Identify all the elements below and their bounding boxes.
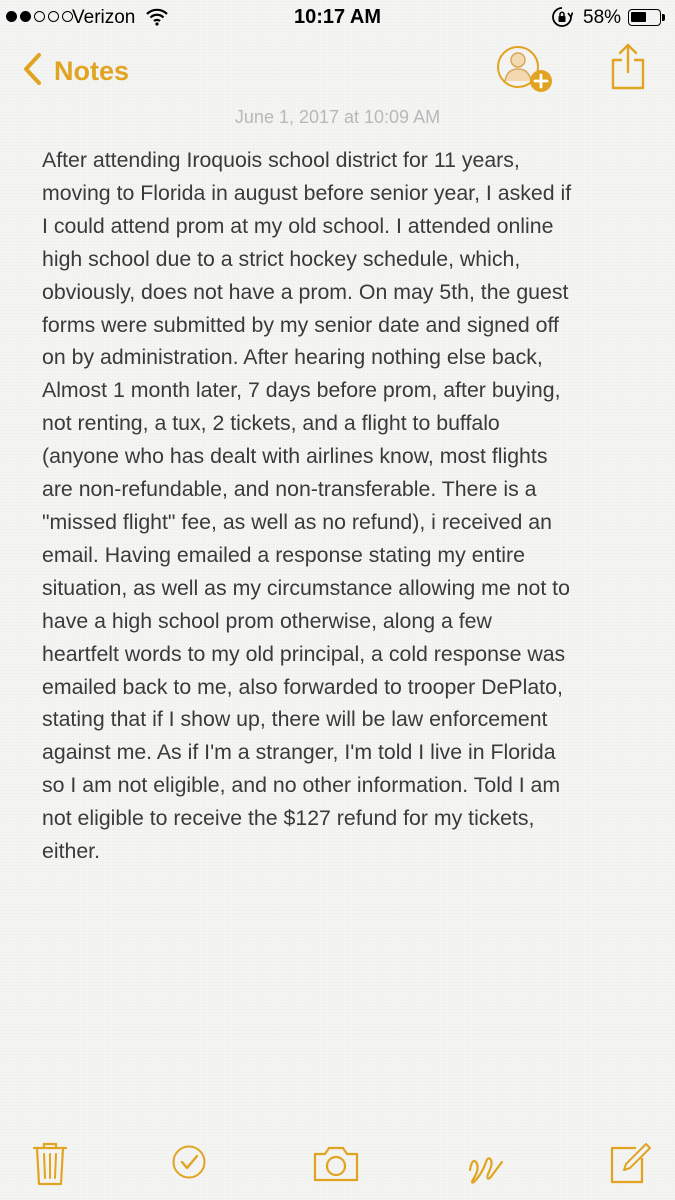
battery-percentage: 58% <box>583 7 622 28</box>
note-line: not renting, a tux, 2 tickets, and a flight to buffalo <box>42 411 500 436</box>
camera-icon <box>312 1173 360 1190</box>
compose-button[interactable] <box>608 1140 652 1191</box>
share-button[interactable] <box>608 42 648 92</box>
battery-icon <box>628 9 661 26</box>
note-line: emailed back to me, also forwarded to trooper DePlato, <box>42 674 563 699</box>
chevron-left-icon <box>22 52 42 91</box>
note-line: "missed flight" fee, as well as no refund), i received an <box>42 509 552 534</box>
note-line: so I am not eligible, and no other information. Told I am <box>42 773 561 798</box>
add-person-button[interactable] <box>496 43 558 93</box>
note-line: situation, as well as my circumstance allowing me not to <box>42 575 570 600</box>
note-line: are non-refundable, and non-transferable. There is a <box>42 477 537 502</box>
checklist-icon <box>171 1173 207 1190</box>
note-line: moving to Florida in august before senior year, I asked if <box>42 180 572 205</box>
note-line: against me. As if I'm a stranger, I'm told I live in Florida <box>42 740 556 765</box>
note-line: I could attend prom at my old school. I attended online <box>42 213 554 238</box>
note-line: forms were submitted by my senior date and signed off <box>42 312 559 337</box>
sketch-button[interactable] <box>466 1140 506 1191</box>
note-line: on by administration. After hearing nothing else back, <box>42 345 543 370</box>
note-line: After attending Iroquois school district for 11 years, <box>42 148 520 172</box>
battery-nub <box>662 14 665 21</box>
note-line: obviously, does not have a prom. On may 5th, the guest <box>42 279 569 304</box>
carrier-name: Verizon <box>72 7 136 28</box>
checklist-button[interactable] <box>171 1140 207 1191</box>
back-label: Notes <box>54 56 130 86</box>
note-line: high school due to a strict hockey schedule, which, <box>42 246 521 271</box>
share-icon <box>608 79 648 96</box>
add-person-icon <box>496 80 558 97</box>
note-line: not eligible to receive the $127 refund for my tickets, <box>42 806 535 831</box>
back-to-notes-button[interactable] <box>22 52 129 91</box>
note-line: email. Having emailed a response stating my entire <box>42 542 525 567</box>
note-line: heartfelt words to my old principal, a cold response was <box>42 641 566 666</box>
camera-button[interactable] <box>312 1140 360 1191</box>
note-line: either. <box>42 839 101 864</box>
note-body[interactable] <box>42 144 642 868</box>
note-line: (anyone who has dealt with airlines know, most flights <box>42 444 548 469</box>
rotation-lock-icon <box>551 6 573 34</box>
note-line: stating that if I show up, there will be law enforcement <box>42 707 548 732</box>
note-line: Almost 1 month later, 7 days before prom, after buying, <box>42 378 561 403</box>
bottom-toolbar <box>0 1135 675 1195</box>
compose-icon <box>608 1173 652 1190</box>
note-line: have a high school prom otherwise, along a few <box>42 608 492 633</box>
sketch-icon <box>466 1173 506 1190</box>
delete-button[interactable] <box>32 1140 68 1191</box>
status-bar <box>0 0 675 36</box>
clock: 10:17 AM <box>293 6 382 28</box>
trash-icon <box>32 1173 68 1190</box>
note-timestamp: June 1, 2017 at 10:09 AM <box>234 107 441 127</box>
navigation-bar <box>0 36 675 106</box>
